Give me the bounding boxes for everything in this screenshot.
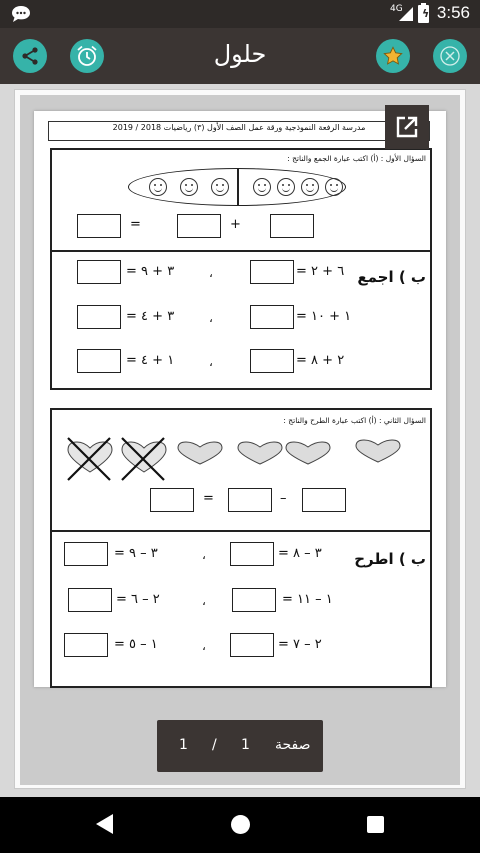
expression: = ٣ – ٩ [114,546,158,561]
heart-icon [352,436,406,466]
heart-icon [178,442,222,464]
answer-box[interactable] [270,214,314,238]
smiley-icon [277,178,295,196]
question-two-label: السؤال الثاني : (أ) اكتب عبارة الطرح والناتج : [283,416,426,425]
worksheet-header: مدرسة الرفعة النموذجية ورقة عمل الصف الأول (٣) رياضيات 2018 / 2019 [48,121,430,141]
question-two-section [50,408,432,688]
close-button[interactable] [433,39,467,73]
expression: = ١ + ١٠ [296,309,352,324]
document-viewer[interactable] [20,95,460,785]
heart-icon [238,442,282,464]
answer-box[interactable] [250,260,294,284]
page-current: 1 [241,737,250,753]
smiley-icon [180,178,198,196]
smiley-icon [325,178,343,196]
chat-bubble-icon [10,5,32,23]
question-one-label: السؤال الأول : (أ) اكتب عبارة الجمع والناتج : [287,154,426,163]
minus-sign: – [280,491,287,506]
status-time: 3:56 [436,3,470,22]
answer-box[interactable] [250,305,294,329]
answer-box[interactable] [64,633,108,657]
answer-box[interactable] [68,588,112,612]
close-icon [439,45,461,67]
question-one-b-label: ب ) اجمع [357,268,426,286]
heart-icon [122,438,166,480]
smiley-icon [149,178,167,196]
section-divider [52,530,430,532]
equals-sign: = [203,491,214,506]
battery-icon: ϟ [418,5,429,23]
answer-box[interactable] [250,349,294,373]
equals-sign: = [130,217,141,232]
answer-box[interactable] [77,260,121,284]
signal-icon [397,6,415,22]
page-total: 1 [179,737,188,753]
recents-icon[interactable] [367,816,384,833]
answer-box[interactable] [77,349,121,373]
app-bar [0,28,480,84]
answer-box[interactable] [232,588,276,612]
expression: = ٣ + ٤ [126,309,175,324]
network-type: 4G [390,4,403,14]
app-title: حلول [213,40,267,68]
plus-sign: + [230,217,241,232]
separator: ، [209,311,213,325]
heart-shapes [62,436,332,482]
expression: = ٢ + ٨ [296,353,345,368]
expression: = ٢ – ٦ [116,592,160,607]
answer-box[interactable] [150,488,194,512]
answer-box[interactable] [230,542,274,566]
content-area [0,84,480,797]
separator: ، [202,639,206,653]
alarm-button[interactable] [70,39,104,73]
expression: = ١ + ٤ [126,353,175,368]
answer-box[interactable] [228,488,272,512]
home-icon[interactable] [231,815,250,834]
expression: = ٢ – ٧ [278,637,322,652]
answer-box[interactable] [77,214,121,238]
expression: = ٦ + ٢ [296,264,345,279]
answer-box[interactable] [230,633,274,657]
oval-divider [237,169,239,205]
smiley-group-oval [128,168,346,206]
page-label: صفحة [275,737,311,753]
share-icon [20,46,40,66]
separator: ، [202,548,206,562]
open-external-icon [394,114,420,140]
smiley-icon [211,178,229,196]
smiley-icon [301,178,319,196]
separator: ، [209,266,213,280]
page-slash: / [212,737,217,753]
heart-icon [286,442,330,464]
answer-box[interactable] [302,488,346,512]
expression: = ١ – ١١ [282,592,333,607]
question-two-b-label: ب ) اطرح [354,550,426,568]
answer-box[interactable] [177,214,221,238]
separator: ، [209,355,213,369]
navigation-bar [0,797,480,853]
expression: = ٣ + ٩ [126,264,175,279]
star-icon [382,45,404,67]
worksheet-page [34,111,446,687]
alarm-clock-icon [75,44,99,68]
heart-icon [68,438,112,480]
section-divider [52,250,430,252]
answer-box[interactable] [77,305,121,329]
back-icon[interactable] [96,814,113,834]
open-external-button[interactable] [385,105,429,149]
expression: = ٣ – ٨ [278,546,322,561]
status-bar [0,0,480,28]
favorite-button[interactable] [376,39,410,73]
smiley-icon [253,178,271,196]
separator: ، [202,594,206,608]
question-one-section [50,148,432,390]
expression: = ١ – ٥ [114,637,158,652]
page-indicator [157,720,323,772]
share-button[interactable] [13,39,47,73]
answer-box[interactable] [64,542,108,566]
document-frame [14,89,466,789]
